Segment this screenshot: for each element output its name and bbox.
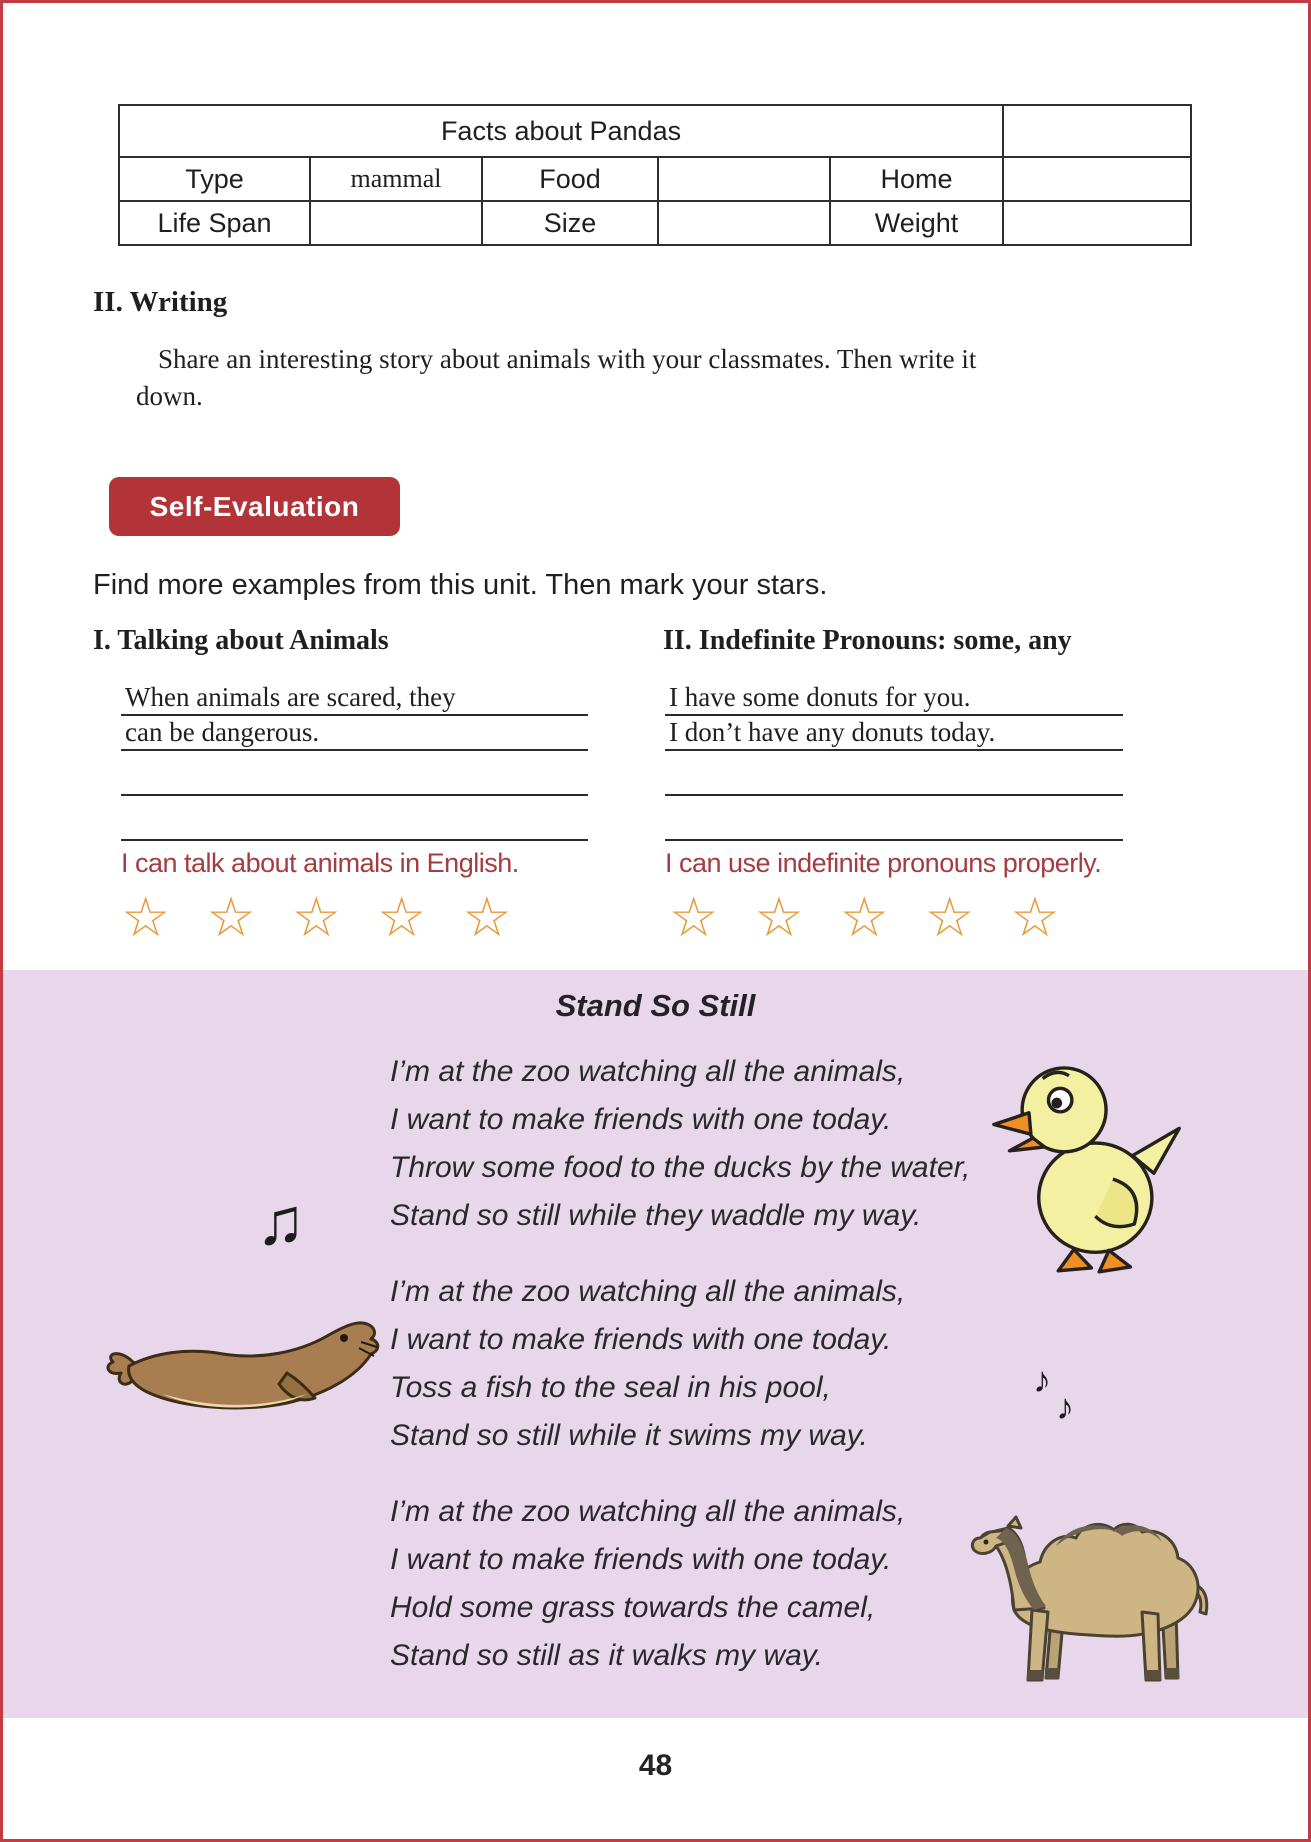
star-icon[interactable]: ☆ xyxy=(462,886,512,948)
star-icon[interactable]: ☆ xyxy=(291,886,341,948)
song-line: I want to make friends with one today. xyxy=(390,1323,892,1356)
writing-instructions-line: down. xyxy=(136,381,203,411)
song-line: I’m at the zoo watching all the animals, xyxy=(390,1495,906,1528)
star-rating-talking-about-animals xyxy=(121,887,512,947)
seal-illustration xyxy=(103,1310,383,1422)
example-line: When animals are scared, they xyxy=(121,676,588,716)
facts-table-title: Facts about Pandas xyxy=(119,105,1003,157)
star-icon[interactable]: ☆ xyxy=(754,886,804,948)
music-note-icon: ♪ xyxy=(1033,1359,1051,1400)
facts-answer-weight[interactable] xyxy=(1003,201,1191,245)
facts-label-food: Food xyxy=(482,157,658,201)
duck-illustration xyxy=(988,1054,1188,1274)
facts-table xyxy=(118,104,1192,246)
self-evaluation-intro: Find more examples from this unit. Then mark your stars. xyxy=(93,569,828,601)
can-do-statement: I can use indefinite pronouns properly. xyxy=(665,848,1102,878)
song-panel xyxy=(3,970,1308,1718)
camel-illustration xyxy=(956,1498,1246,1690)
facts-answer-home[interactable] xyxy=(1003,157,1191,201)
blank-example-line[interactable] xyxy=(121,801,588,841)
writing-instructions-line: Share an interesting story about animals with your classmates. Then write it xyxy=(158,344,977,374)
writing-instructions xyxy=(136,341,1046,415)
column-heading-talking-about-animals: I. Talking about Animals xyxy=(93,625,389,656)
song-line: Stand so still while they waddle my way. xyxy=(390,1199,922,1232)
song-line: I’m at the zoo watching all the animals, xyxy=(390,1275,906,1308)
star-rating-indefinite-pronouns xyxy=(669,887,1060,947)
facts-label-life-span: Life Span xyxy=(119,201,310,245)
star-icon[interactable]: ☆ xyxy=(669,886,719,948)
song-title: Stand So Still xyxy=(555,988,756,1023)
song-line: I want to make friends with one today. xyxy=(390,1103,892,1136)
star-icon[interactable]: ☆ xyxy=(1010,886,1060,948)
music-notes-icon: ♫ xyxy=(256,1184,306,1258)
star-icon[interactable]: ☆ xyxy=(376,886,427,948)
song-line: Hold some grass towards the camel, xyxy=(390,1591,876,1624)
facts-answer-type[interactable]: mammal xyxy=(310,157,482,201)
star-icon[interactable]: ☆ xyxy=(121,886,171,948)
can-do-statement: I can talk about animals in English. xyxy=(121,848,519,878)
song-verse xyxy=(390,1488,970,1680)
song-verse xyxy=(390,1268,970,1460)
page-number: 48 xyxy=(638,1749,673,1782)
blank-example-line[interactable] xyxy=(665,756,1123,796)
song-lyrics xyxy=(390,1048,970,1708)
star-icon[interactable]: ☆ xyxy=(206,886,256,948)
song-line: I want to make friends with one today. xyxy=(390,1543,892,1576)
blank-example-line[interactable] xyxy=(665,801,1123,841)
song-line: Stand so still while it swims my way. xyxy=(390,1419,868,1452)
facts-table-blank-cell[interactable] xyxy=(1003,105,1191,157)
facts-label-home: Home xyxy=(830,157,1003,201)
star-icon[interactable]: ☆ xyxy=(839,886,889,948)
facts-label-size: Size xyxy=(482,201,658,245)
writing-section-heading: II. Writing xyxy=(93,286,228,318)
facts-label-weight: Weight xyxy=(830,201,1003,245)
song-line: Stand so still as it walks my way. xyxy=(390,1639,823,1672)
example-line: can be dangerous. xyxy=(121,711,588,751)
song-line: Throw some food to the ducks by the water, xyxy=(390,1151,971,1184)
facts-answer-life-span[interactable] xyxy=(310,201,482,245)
song-verse xyxy=(390,1048,970,1240)
music-note-icon: ♪ xyxy=(1056,1386,1074,1427)
blank-example-line[interactable] xyxy=(121,756,588,796)
column-heading-indefinite-pronouns: II. Indefinite Pronouns: some, any xyxy=(663,625,1072,656)
example-line: I have some donuts for you. xyxy=(665,676,1123,716)
facts-answer-size[interactable] xyxy=(658,201,830,245)
facts-label-type: Type xyxy=(119,157,310,201)
song-line: I’m at the zoo watching all the animals, xyxy=(390,1055,906,1088)
facts-answer-food[interactable] xyxy=(658,157,830,201)
star-icon[interactable]: ☆ xyxy=(924,886,975,948)
example-line: I don’t have any donuts today. xyxy=(665,711,1123,751)
song-line: Toss a fish to the seal in his pool, xyxy=(390,1371,831,1404)
self-evaluation-badge: Self-Evaluation xyxy=(109,477,400,536)
